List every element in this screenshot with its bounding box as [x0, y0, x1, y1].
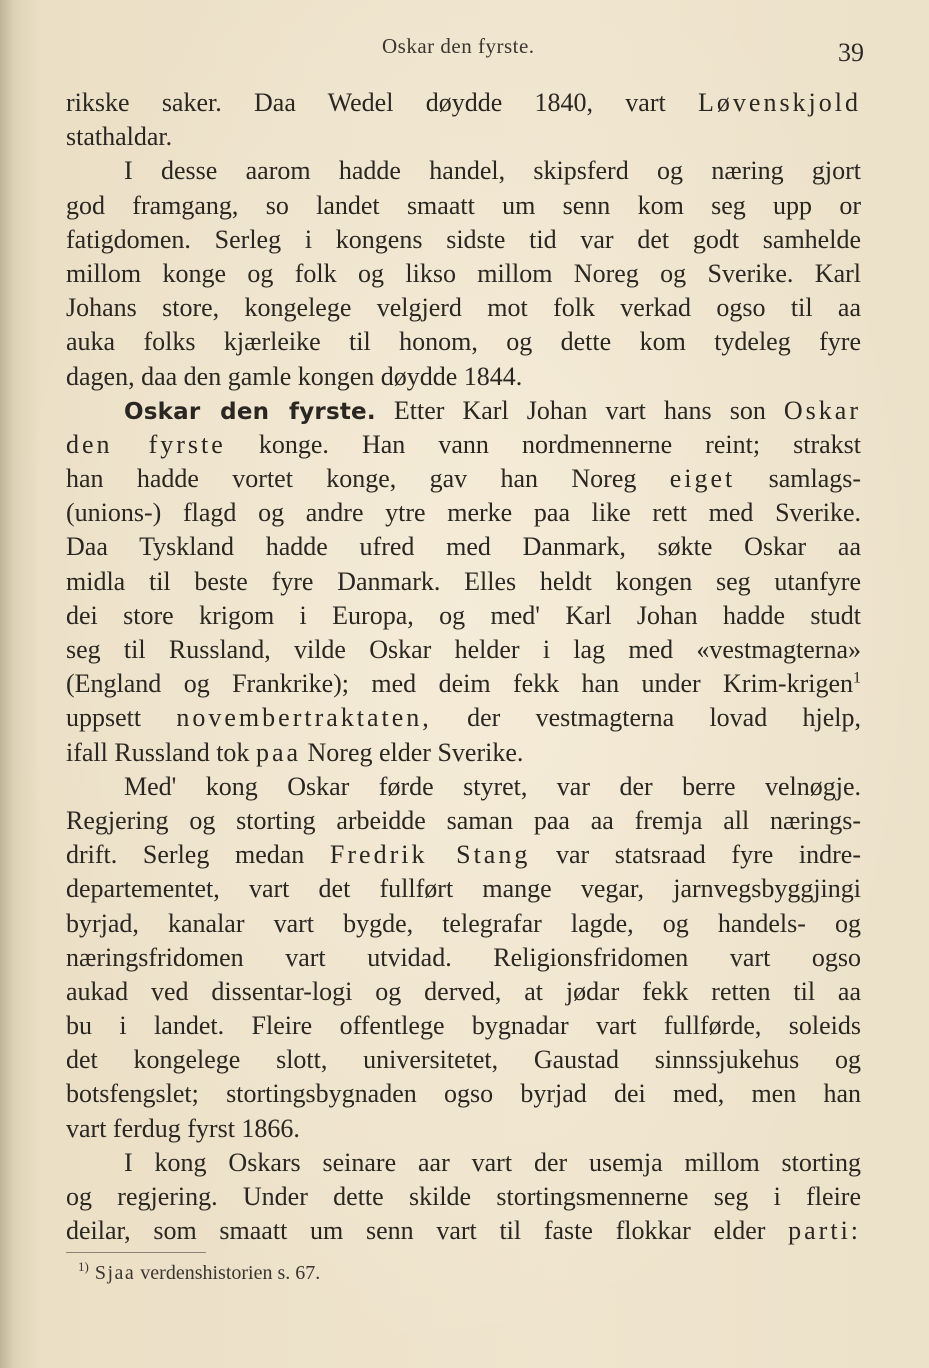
text-line: Med' kong Oskar førde styret, var der berre velnøgje. [124, 771, 861, 801]
text-line: (unions-) flagd og andre ytre merke paa like rett med Sverike. [66, 498, 861, 528]
text-line: Johans store, kongelege velgjerd mot folk verkad ogso til aa [66, 293, 861, 323]
footnote-mark: 1) [78, 1259, 89, 1275]
text-line: departementet, vart det fullført mange vegar, jarnvegsbyggjingi [66, 874, 861, 904]
text-line: stathaldar. [66, 122, 173, 152]
text-line: dei store krigom i Europa, og med' Karl Johan hadde studt [66, 600, 861, 630]
text-line: fatigdomen. Serleg i kongens sidste tid var det godt samhelde [66, 224, 861, 254]
body-text [66, 86, 861, 1248]
text-line: han hadde vortet konge, gav han Noreg eiget samlags- [66, 464, 862, 494]
text-line: I kong Oskars seinare aar vart der usemja millom storting [124, 1147, 861, 1177]
text-line: bu i landet. Fleire offentlege bygnadar vart fullførde, soleids [66, 1011, 861, 1041]
text-line: (England og Frankrike); med deim fekk han under Krim-krigen$^1$ [66, 669, 861, 699]
text-line: uppsett novembertraktaten, der vestmagterna lovad hjelp, [66, 703, 861, 733]
text-line: det kongelege slott, universitetet, Gaustad sinnssjukehus og [66, 1045, 861, 1075]
footnote-reference: 1 [853, 669, 861, 687]
text-line: drift. Serleg medan Fredrik Stang var statsraad fyre indre- [66, 840, 861, 870]
text-line: auka folks kjærleike til honom, og dette kom tydeleg fyre [66, 327, 861, 357]
text-line: næringsfridomen vart utvidad. Religionsfridomen vart ogso [66, 942, 861, 972]
text-line: god framgang, so landet smaatt um senn kom seg upp or [66, 190, 861, 220]
page-number: 39 [838, 38, 864, 67]
section-heading: Oskar den fyrste. [124, 398, 376, 425]
text-line: og regjering. Under dette skilde stortingsmennerne seg i fleire [66, 1182, 861, 1211]
running-title: Oskar den fyrste. [382, 34, 535, 58]
text-line: aukad ved dissentar-logi og derved, at jødar fekk retten til aa [66, 976, 861, 1006]
text-line: Oskar den fyrste. Etter Karl Johan vart hans son Oskar [124, 395, 861, 425]
text-line: ifall Russland tok paa Noreg elder Sverike. [66, 737, 524, 767]
text-line: vart ferdug fyrst 1866. [66, 1113, 300, 1143]
text-line: seg til Russland, vilde Oskar helder i lag med «vestmagterna» [66, 635, 861, 664]
text-line: millom konge og folk og likso millom Noreg og Sverike. Karl [66, 258, 861, 288]
text-line: dagen, daa den gamle kongen døydde 1844. [66, 361, 523, 391]
page-header [0, 30, 929, 70]
text-line: Daa Tyskland hadde ufred med Danmark, søkte Oskar aa [66, 532, 861, 562]
text-line: den fyrste konge. Han vann nordmennerne reint; strakst [66, 429, 861, 459]
footnote: $^{1)}$ Sjaa verdenshistorien s. 67. [78, 1259, 321, 1284]
text-line: byrjad, kanalar vart bygde, telegrafar lagde, og handels- og [66, 908, 861, 938]
text-line: midla til beste fyre Danmark. Elles heldt kongen seg utanfyre [66, 566, 861, 596]
footnote-divider [66, 1252, 206, 1253]
text-line: Regjering og storting arbeidde saman paa aa fremja all nærings- [66, 805, 861, 835]
text-line: I desse aarom hadde handel, skipsferd og næring gjort [124, 156, 861, 186]
text-line: rikske saker. Daa Wedel døydde 1840, vart Løvenskjold [66, 88, 862, 117]
text-line: botsfengslet; stortingsbygnaden ogso byrjad dei med, men han [66, 1079, 861, 1109]
text-line: deilar, som smaatt um senn vart til faste flokkar elder parti: [66, 1216, 862, 1246]
